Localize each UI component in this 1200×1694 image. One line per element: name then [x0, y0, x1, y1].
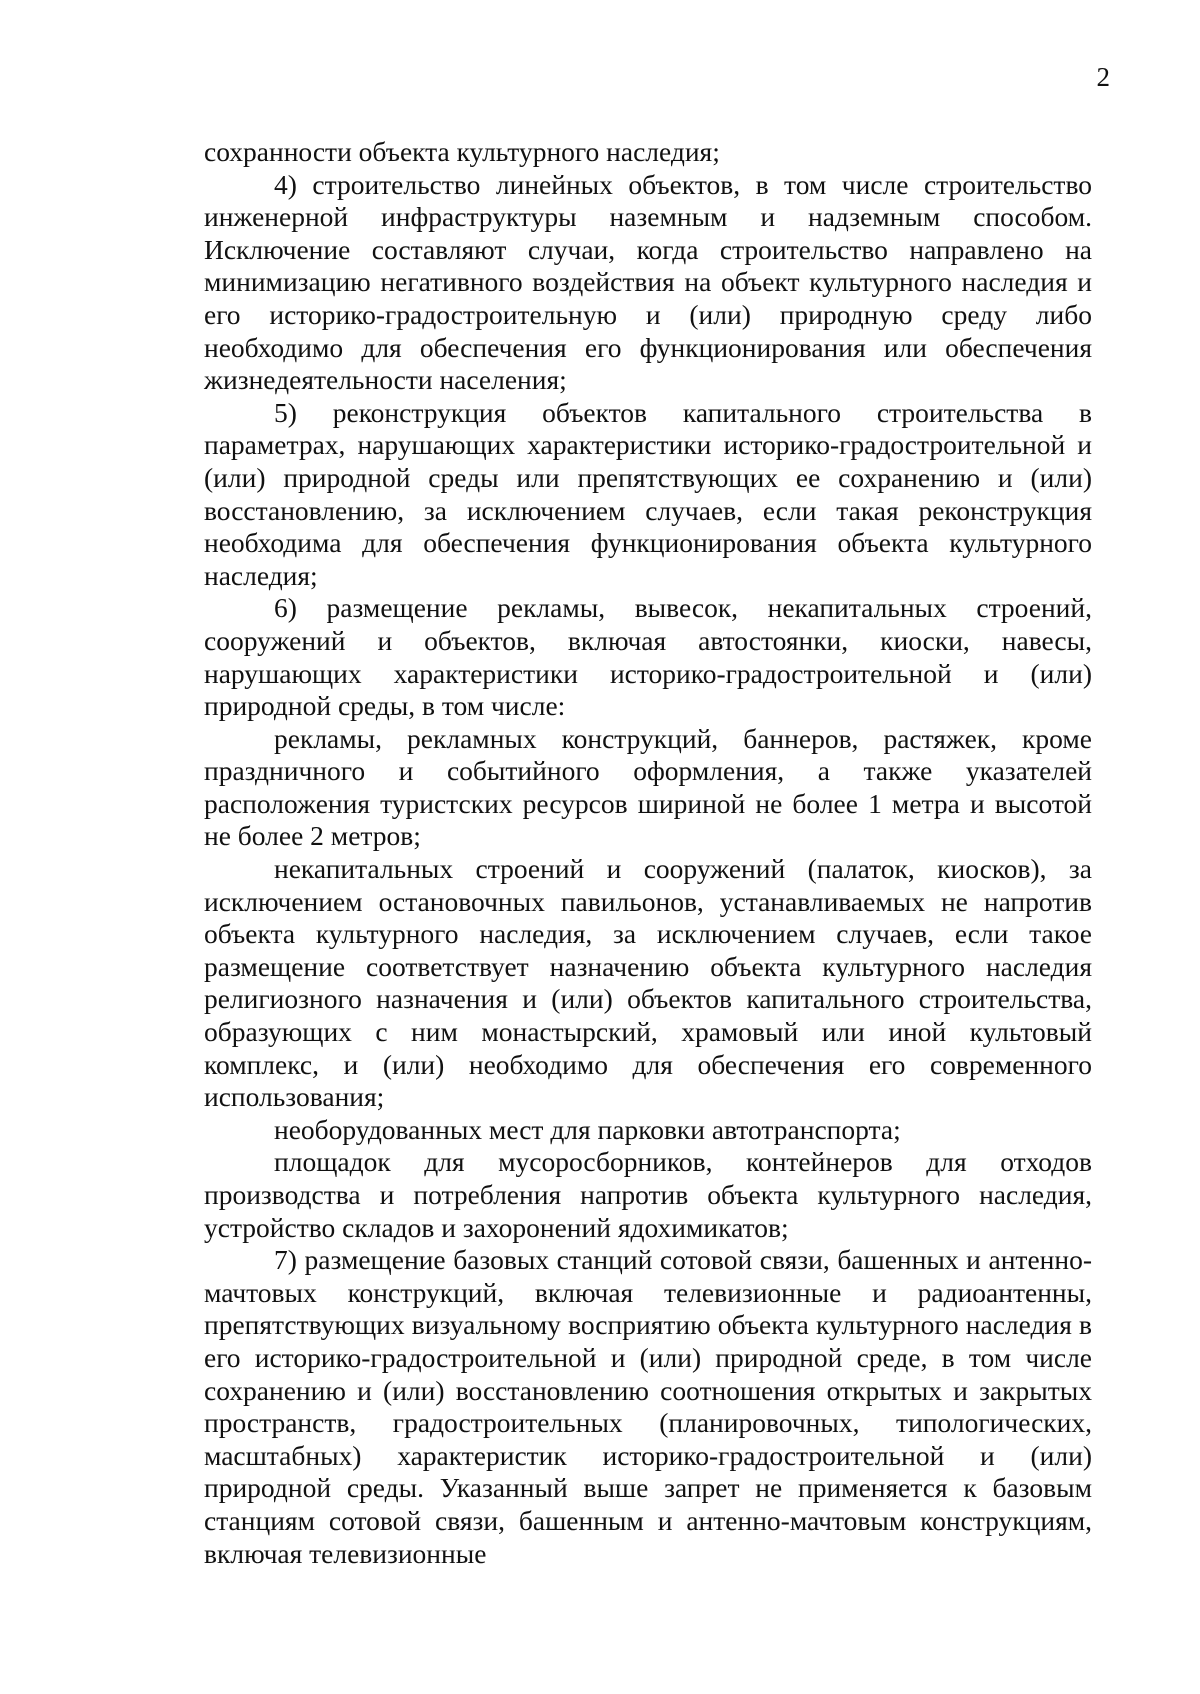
paragraph-subitem-waste: площадок для мусоросборников, контейнеров для отходов производства и потребления напротив объекта культурного наследия, устройство складов и захоронений ядохимикатов;: [204, 1146, 1092, 1243]
paragraph-continuation: сохранности объекта культурного наследия;: [204, 136, 720, 167]
paragraph-item-6: 6) размещение рекламы, вывесок, некапитальных строений, сооружений и объектов, включая автостоянки, киоски, навесы, нарушающих характеристики историко-градостроительной и (или) природной среды, в том числе:: [204, 592, 1092, 722]
paragraph-item-5: 5) реконструкция объектов капитального строительства в параметрах, нарушающих характеристики историко-градостроительной и (или) природной среды или препятствующих ее сохранению и (или) восстановлению, за исключением случаев, если такая реконструкция необходима для обеспечения функционирования объекта культурного наследия;: [204, 396, 1092, 591]
paragraph-subitem-structures: некапитальных строений и сооружений (палаток, киосков), за исключением остановочных павильонов, устанавливаемых не напротив объекта культурного наследия, за исключением случаев, если такое размещение соответствует назначению объекта культурного наследия религиозного назначения и (или) объектов капитального строительства, образующих с ним монастырский, храмовый или иной культовый комплекс, и (или) необходимо для обеспечения его современного использования;: [204, 853, 1092, 1113]
page-number: 2: [1096, 62, 1110, 92]
paragraph-item-7: 7) размещение базовых станций сотовой связи, башенных и антенно-мачтовых конструкций, включая телевизионные и радиоантенны, препятствующих визуальному восприятию объекта культурного наследия в его историко-градостроительной и (или) природной среде, в том числе сохранению и (или) восстановлению соотношения открытых и закрытых пространств, градостроительных (планировочных, типологических, масштабных) характеристик историко-градостроительной и (или) природной среды. Указанный выше запрет не применяется к базовым станциям сотовой связи, башенным и антенно-мачтовым конструкциям, включая телевизионные: [204, 1244, 1092, 1569]
document-body: [204, 136, 1092, 1570]
paragraph-subitem-parking: необорудованных мест для парковки автотранспорта;: [274, 1113, 901, 1145]
paragraph-subitem-advertising: рекламы, рекламных конструкций, баннеров, растяжек, кроме праздничного и событийного оформления, а также указателей расположения туристских ресурсов шириной не более 1 метра и высотой не более 2 метров;: [204, 722, 1092, 852]
paragraph-item-4: 4) строительство линейных объектов, в том числе строительство инженерной инфраструктуры наземным и надземным способом. Исключение составляют случаи, когда строительство направлено на минимизацию негативного воздействия на объект культурного наследия и его историко-градостроительную и (или) природную среду либо необходимо для обеспечения его функционирования или обеспечения жизнедеятельности населения;: [204, 168, 1092, 396]
